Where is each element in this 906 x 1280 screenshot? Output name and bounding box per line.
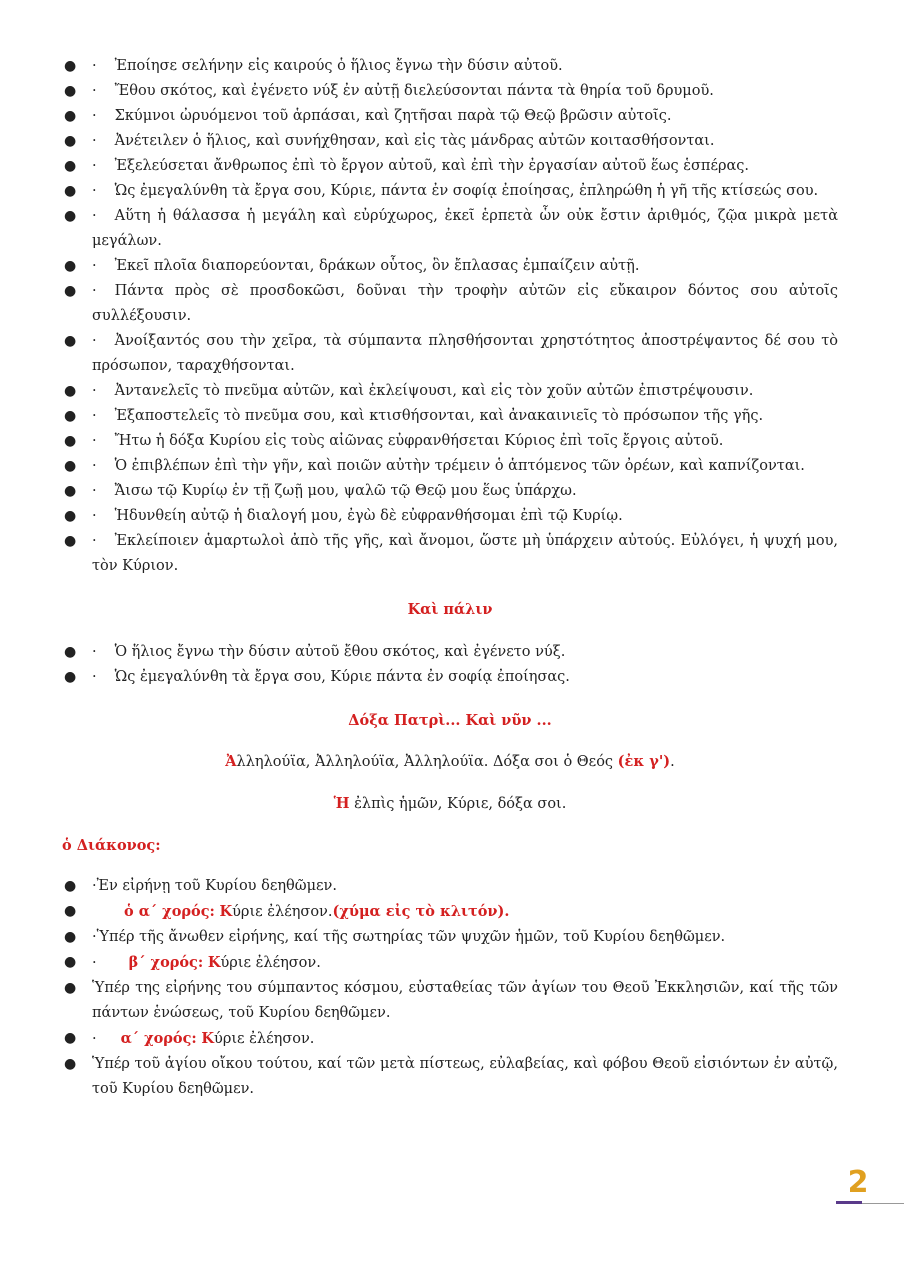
list-item bbox=[62, 504, 838, 529]
list-item bbox=[62, 279, 838, 329]
list-item bbox=[62, 665, 838, 690]
bullet: ● bbox=[64, 903, 77, 919]
verse-text: Ἡδυνθείη αὐτῷ ἡ διαλογή μου, ἐγὼ δὲ εὐφρανθήσομαι ἐπὶ τῷ Κυρίῳ. bbox=[114, 508, 623, 524]
verse-text: Ἤτω ἡ δόξα Κυρίου εἰς τοὺς αἰῶνας εὐφρανθήσεται Κύριος ἐπὶ τοῖς ἔργοις αὐτοῦ. bbox=[114, 433, 724, 449]
bullet: ● bbox=[64, 133, 77, 149]
verse-text: Ὡς ἐμεγαλύνθη τὰ ἔργα σου, Κύριε πάντα ἐν σοφίᾳ ἐποίησας. bbox=[114, 669, 570, 685]
verse-text: Πάντα πρὸς σὲ προσδοκῶσι, δοῦναι τὴν τροφὴν αὐτῶν εἰς εὔκαιρον δόντος σου αὐτοῖς συλλέξουσιν. bbox=[92, 283, 838, 324]
bullet: ● bbox=[64, 333, 77, 349]
red-initial: Ἀ bbox=[225, 753, 237, 770]
bullet: ● bbox=[64, 644, 77, 660]
page-number-underline bbox=[836, 1201, 862, 1204]
bullet: ● bbox=[64, 1056, 77, 1072]
verse-text: Ἀνοίξαντός σου τὴν χεῖρα, τὰ σύμπαντα πλησθήσονται χρηστότητος ἀποστρέψαντος δέ σου τὸ πρόσωπον, ταραχθήσονται. bbox=[92, 333, 838, 374]
choir-label: ὁ α΄ χορός: bbox=[124, 903, 215, 920]
list-item bbox=[62, 454, 838, 479]
verse-text: Ἀντανελεῖς τὸ πνεῦμα αὐτῶν, καὶ ἐκλείψουσι, καὶ εἰς τὸν χοῦν αὐτῶν ἐπιστρέψουσιν. bbox=[114, 383, 754, 399]
list-item bbox=[62, 129, 838, 154]
middle-dot: · bbox=[92, 383, 97, 399]
response-text: ύριε ἐλέησον. bbox=[232, 904, 333, 920]
verse-text: Ἀνέτειλεν ὁ ἥλιος, καὶ συνήχθησαν, καὶ εἰς τὰς μάνδρας αὐτῶν κοιτασθήσονται. bbox=[114, 133, 715, 149]
petition-text: ·Ἐν εἰρήνῃ τοῦ Κυρίου δεηθῶμεν. bbox=[92, 878, 337, 894]
list-item bbox=[62, 976, 838, 1026]
list-item bbox=[62, 329, 838, 379]
list-item bbox=[62, 179, 838, 204]
verse-text: Ἐξελεύσεται ἄνθρωπος ἐπὶ τὸ ἔργον αὐτοῦ, καὶ ἐπὶ τὴν ἐργασίαν αὐτοῦ ἕως ἑσπέρας. bbox=[114, 158, 749, 174]
list-item bbox=[62, 874, 838, 899]
bullet: ● bbox=[64, 533, 77, 549]
litany-list bbox=[62, 874, 838, 1102]
list-item bbox=[62, 254, 838, 279]
times-rubric: (ἐκ γ') bbox=[617, 753, 671, 770]
verse-text: Σκύμνοι ὠρυόμενοι τοῦ ἁρπάσαι, καὶ ζητῆσαι παρὰ τῷ Θεῷ βρῶσιν αὐτοῖς. bbox=[114, 108, 672, 124]
middle-dot: · bbox=[92, 158, 97, 174]
alleluia-line bbox=[62, 749, 838, 775]
deacon-label: ὁ Διάκονος: bbox=[62, 837, 161, 854]
bullet: ● bbox=[64, 458, 77, 474]
rubric-note: (χύμα εἰς τὸ κλιτόν). bbox=[332, 903, 510, 920]
bullet: ● bbox=[64, 183, 77, 199]
bullet: ● bbox=[64, 58, 77, 74]
list-item bbox=[62, 404, 838, 429]
verse-text: Ἔθου σκότος, καὶ ἐγένετο νύξ ἐν αὐτῇ διελεύσονται πάντα τὰ θηρία τοῦ δρυμοῦ. bbox=[114, 83, 714, 99]
verse-text: Ἐποίησε σελήνην εἰς καιρούς ὁ ἥλιος ἔγνω τὴν δύσιν αὐτοῦ. bbox=[114, 58, 563, 74]
list-item bbox=[62, 1052, 838, 1102]
page-number-rule bbox=[862, 1203, 904, 1204]
choir-label: α΄ χορός: bbox=[120, 1030, 197, 1047]
bullet: ● bbox=[64, 980, 77, 996]
list-item bbox=[62, 1026, 838, 1052]
alleluia-end: . bbox=[670, 754, 675, 770]
middle-dot: · bbox=[92, 333, 97, 349]
bullet: ● bbox=[64, 929, 77, 945]
middle-dot: · bbox=[92, 669, 97, 685]
verse-text: Ὡς ἐμεγαλύνθη τὰ ἔργα σου, Κύριε, πάντα ἐν σοφίᾳ ἐποίησας, ἐπληρώθη ἡ γῆ τῆς κτίσεώς σου. bbox=[114, 183, 819, 199]
middle-dot: · bbox=[92, 533, 97, 549]
bullet: ● bbox=[64, 669, 77, 685]
verse-text: Αὕτη ἡ θάλασσα ἡ μεγάλη καὶ εὐρύχωρος, ἐκεῖ ἑρπετὰ ὧν οὐκ ἔστιν ἀριθμός, ζῷα μικρὰ μετὰ μεγάλων. bbox=[92, 208, 838, 249]
psalm-verse-list bbox=[62, 54, 838, 579]
document-page bbox=[62, 54, 838, 1102]
middle-dot: · bbox=[92, 208, 97, 224]
verse-text: Ἐκεῖ πλοῖα διαπορεύονται, δράκων οὗτος, ὃν ἔπλασας ἐμπαίζειν αὐτῇ. bbox=[114, 258, 640, 274]
list-item bbox=[62, 640, 838, 665]
page-number: 2 bbox=[847, 1165, 869, 1200]
response-text: ύριε ἐλέησον. bbox=[220, 955, 321, 971]
bullet: ● bbox=[64, 83, 77, 99]
list-item bbox=[62, 54, 838, 79]
petition-text: Ὑπέρ τοῦ ἁγίου οἴκου τούτου, καί τῶν μετὰ πίστεως, εὐλαβείας, καὶ φόβου Θεοῦ εἰσιόντων ἐν αὐτῷ, τοῦ Κυρίου δεηθῶμεν. bbox=[92, 1056, 838, 1097]
middle-dot: · bbox=[92, 508, 97, 524]
middle-dot: · bbox=[92, 108, 97, 124]
middle-dot: · bbox=[92, 1031, 97, 1047]
middle-dot: · bbox=[92, 258, 97, 274]
bullet: ● bbox=[64, 408, 77, 424]
list-item bbox=[62, 104, 838, 129]
verse-text: Ὁ ἥλιος ἔγνω τὴν δύσιν αὐτοῦ ἔθου σκότος, καὶ ἐγένετο νύξ. bbox=[114, 644, 566, 660]
verse-text: Ὁ ἐπιβλέπων ἐπὶ τὴν γῆν, καὶ ποιῶν αὐτὴν τρέμειν ὁ ἁπτόμενος τῶν ὀρέων, καὶ καπνίζονται. bbox=[114, 458, 805, 474]
elpis-line bbox=[62, 791, 838, 817]
verse-text: Ἐκλείποιεν ἁμαρτωλοὶ ἀπὸ τῆς γῆς, καὶ ἄνομοι, ὥστε μὴ ὑπάρχειν αὐτούς. Εὐλόγει, ἡ ψυχή μου, τὸν Κύριον. bbox=[92, 533, 838, 574]
repeat-verse-list bbox=[62, 640, 838, 690]
middle-dot: · bbox=[92, 408, 97, 424]
bullet: ● bbox=[64, 433, 77, 449]
bullet: ● bbox=[64, 208, 77, 224]
alleluia-text: λληλούϊα, Ἀλληλούϊα, Ἀλληλούϊα. Δόξα σοι ὁ Θεός bbox=[236, 754, 614, 770]
middle-dot: · bbox=[92, 458, 97, 474]
petition-text: ·Ὑπέρ τῆς ἄνωθεν εἰρήνης, καί τῆς σωτηρίας τῶν ψυχῶν ἡμῶν, τοῦ Κυρίου δεηθῶμεν. bbox=[92, 929, 726, 945]
list-item bbox=[62, 899, 838, 925]
bullet: ● bbox=[64, 508, 77, 524]
bullet: ● bbox=[64, 383, 77, 399]
verse-text: Ἄισω τῷ Κυρίῳ ἐν τῇ ζωῇ μου, ψαλῶ τῷ Θεῷ μου ἕως ὑπάρχω. bbox=[114, 483, 577, 499]
list-item bbox=[62, 204, 838, 254]
middle-dot: · bbox=[92, 58, 97, 74]
list-item bbox=[62, 925, 838, 950]
bullet: ● bbox=[64, 158, 77, 174]
petition-text: Ὑπέρ της εἰρήνης του σύμπαντος κόσμου, εὐσταθείας τῶν ἁγίων του Θεοῦ Ἐκκλησιῶν, καί τῆς τῶν πάντων ἑνώσεως, τοῦ Κυρίου δεηθῶμεν. bbox=[92, 980, 838, 1021]
list-item bbox=[62, 154, 838, 179]
list-item bbox=[62, 429, 838, 454]
kai-palin-heading: Καὶ πάλιν bbox=[407, 601, 493, 618]
bullet: ● bbox=[64, 108, 77, 124]
doxa-patri-heading: Δόξα Πατρὶ... Καὶ νῦν ... bbox=[348, 712, 552, 729]
middle-dot: · bbox=[92, 83, 97, 99]
verse-text: Ἐξαποστελεῖς τὸ πνεῦμα σου, καὶ κτισθήσονται, καὶ ἀνακαινιεῖς τὸ πρόσωπον τῆς γῆς. bbox=[114, 408, 764, 424]
red-initial: Κ bbox=[219, 903, 233, 920]
list-item bbox=[62, 379, 838, 404]
middle-dot: · bbox=[92, 133, 97, 149]
bullet: ● bbox=[64, 283, 77, 299]
middle-dot: · bbox=[92, 283, 97, 299]
middle-dot: · bbox=[92, 644, 97, 660]
middle-dot: · bbox=[92, 183, 97, 199]
response-text: ύριε ἐλέησον. bbox=[214, 1031, 315, 1047]
bullet: ● bbox=[64, 258, 77, 274]
list-item bbox=[62, 479, 838, 504]
list-item bbox=[62, 529, 838, 579]
bullet: ● bbox=[64, 878, 77, 894]
list-item bbox=[62, 79, 838, 104]
red-initial: Ἡ bbox=[333, 795, 350, 812]
choir-label: β΄ χορός: bbox=[128, 954, 204, 971]
red-initial: Κ bbox=[207, 954, 221, 971]
middle-dot: · bbox=[92, 433, 97, 449]
bullet: ● bbox=[64, 1030, 77, 1046]
bullet: ● bbox=[64, 954, 77, 970]
list-item bbox=[62, 950, 838, 976]
red-initial: Κ bbox=[201, 1030, 214, 1047]
bullet: ● bbox=[64, 483, 77, 499]
elpis-text: ἐλπὶς ἡμῶν, Κύριε, δόξα σοι. bbox=[349, 796, 567, 812]
middle-dot: · bbox=[92, 955, 97, 971]
middle-dot: · bbox=[92, 483, 97, 499]
